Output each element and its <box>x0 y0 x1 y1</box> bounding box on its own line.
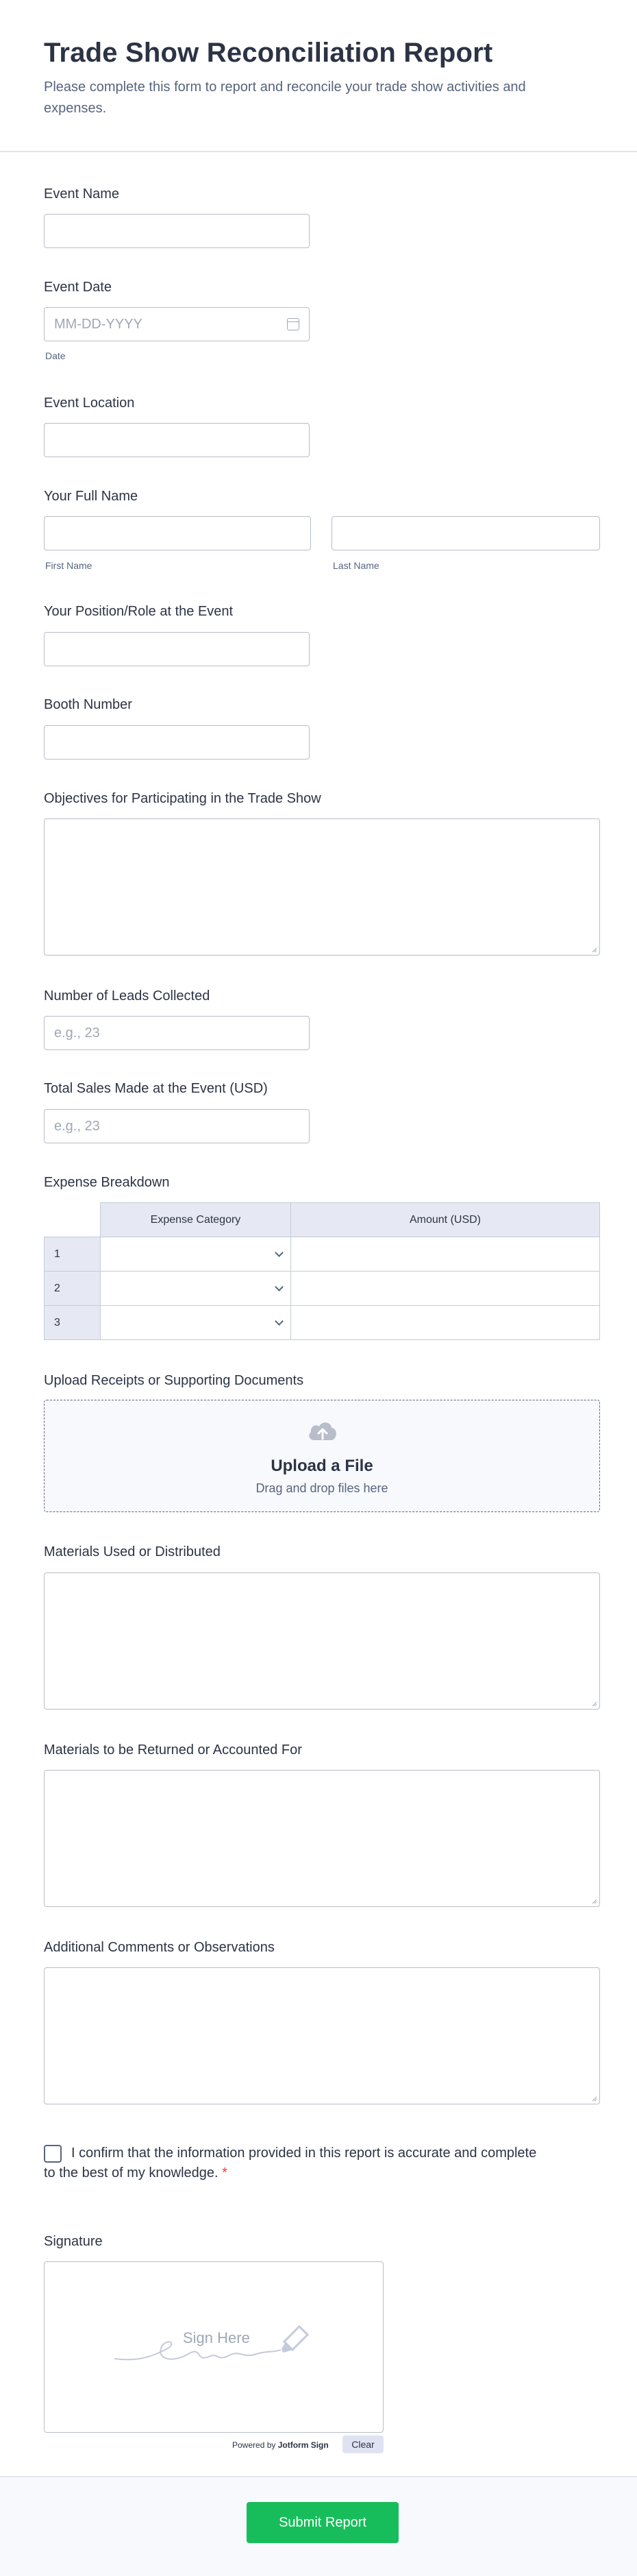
expenses-label: Expense Breakdown <box>44 1175 170 1190</box>
event-date-label: Event Date <box>44 280 112 295</box>
matrix-col-amount: Amount (USD) <box>291 1203 600 1237</box>
expense-amount-input[interactable] <box>291 1272 600 1306</box>
powered-brand[interactable]: Jotform Sign <box>277 2440 329 2450</box>
expense-amount-input[interactable] <box>291 1237 600 1272</box>
matrix-col-category: Expense Category <box>101 1203 291 1237</box>
matrix-corner <box>45 1203 101 1237</box>
position-label: Your Position/Role at the Event <box>44 604 234 619</box>
booth-input[interactable] <box>44 725 310 760</box>
resize-handle-icon[interactable] <box>590 1897 597 1904</box>
resize-handle-icon[interactable] <box>590 1700 597 1707</box>
expense-matrix <box>44 1202 600 1340</box>
first-name-input[interactable] <box>44 516 311 550</box>
event-location-label: Event Location <box>44 396 135 411</box>
table-row <box>45 1237 600 1272</box>
comments-label: Additional Comments or Observations <box>44 1940 275 1955</box>
matrix-row-label: 3 <box>45 1306 101 1340</box>
materials-returned-label: Materials to be Returned or Accounted For <box>44 1742 302 1758</box>
cloud-upload-icon <box>306 1418 339 1443</box>
sales-placeholder: e.g., 23 <box>54 1119 100 1134</box>
form-footer <box>0 2476 637 2576</box>
upload-title: Upload a File <box>271 1457 373 1475</box>
materials-returned-textarea[interactable] <box>44 1770 600 1907</box>
sales-label: Total Sales Made at the Event (USD) <box>44 1081 268 1096</box>
event-location-input[interactable] <box>44 423 310 457</box>
objectives-textarea[interactable] <box>44 818 600 956</box>
confirm-text: I confirm that the information provided in this report is accurate and complete to the best of my knowledge. <box>44 2146 537 2180</box>
leads-label: Number of Leads Collected <box>44 988 210 1004</box>
chevron-down-icon <box>275 1248 284 1257</box>
event-date-input[interactable] <box>44 307 310 341</box>
required-mark: * <box>222 2165 227 2180</box>
table-row <box>45 1306 600 1340</box>
form-header <box>0 0 637 152</box>
form-description: Please complete this form to report and reconcile your trade show activities and expenses. <box>44 80 526 116</box>
submit-button[interactable]: Submit Report <box>247 2502 399 2543</box>
event-date-placeholder: MM-DD-YYYY <box>54 317 142 332</box>
leads-placeholder: e.g., 23 <box>54 1025 100 1041</box>
last-name-input[interactable] <box>332 516 600 550</box>
event-name-label: Event Name <box>44 186 120 202</box>
expense-category-select[interactable] <box>101 1237 291 1272</box>
powered-prefix: Powered by <box>232 2440 276 2450</box>
signature-label: Signature <box>44 2234 103 2249</box>
matrix-header-row <box>45 1203 600 1237</box>
event-name-input[interactable] <box>44 214 310 248</box>
upload-hint: Drag and drop files here <box>255 1481 388 1495</box>
resize-handle-icon[interactable] <box>590 946 597 953</box>
materials-used-textarea[interactable] <box>44 1572 600 1710</box>
expense-category-select[interactable] <box>101 1272 291 1306</box>
sales-input[interactable] <box>44 1109 310 1143</box>
file-upload-dropzone[interactable] <box>44 1400 600 1512</box>
confirm-label <box>44 2143 537 2183</box>
form-title: Trade Show Reconciliation Report <box>44 38 493 68</box>
upload-label: Upload Receipts or Supporting Documents <box>44 1373 304 1388</box>
matrix-row-label: 2 <box>45 1272 101 1306</box>
table-row <box>45 1272 600 1306</box>
chevron-down-icon <box>275 1317 284 1326</box>
expense-category-select[interactable] <box>101 1306 291 1340</box>
signature-placeholder: Sign Here <box>183 2329 250 2346</box>
materials-used-label: Materials Used or Distributed <box>44 1544 221 1559</box>
signature-clear-button[interactable]: Clear <box>342 2435 384 2453</box>
resize-handle-icon[interactable] <box>590 2095 597 2102</box>
powered-by-text <box>232 2440 329 2450</box>
leads-input[interactable] <box>44 1016 310 1050</box>
comments-textarea[interactable] <box>44 1967 600 2104</box>
booth-label: Booth Number <box>44 697 132 712</box>
objectives-label: Objectives for Participating in the Trade Show <box>44 791 321 806</box>
signature-pad[interactable] <box>44 2261 384 2433</box>
position-input[interactable] <box>44 632 310 666</box>
first-name-sublabel: First Name <box>45 560 92 571</box>
last-name-sublabel: Last Name <box>333 560 379 571</box>
calendar-icon[interactable] <box>287 318 299 330</box>
chevron-down-icon <box>275 1283 284 1291</box>
expense-amount-input[interactable] <box>291 1306 600 1340</box>
event-date-sublabel: Date <box>45 350 66 361</box>
full-name-label: Your Full Name <box>44 489 138 504</box>
matrix-row-label: 1 <box>45 1237 101 1272</box>
